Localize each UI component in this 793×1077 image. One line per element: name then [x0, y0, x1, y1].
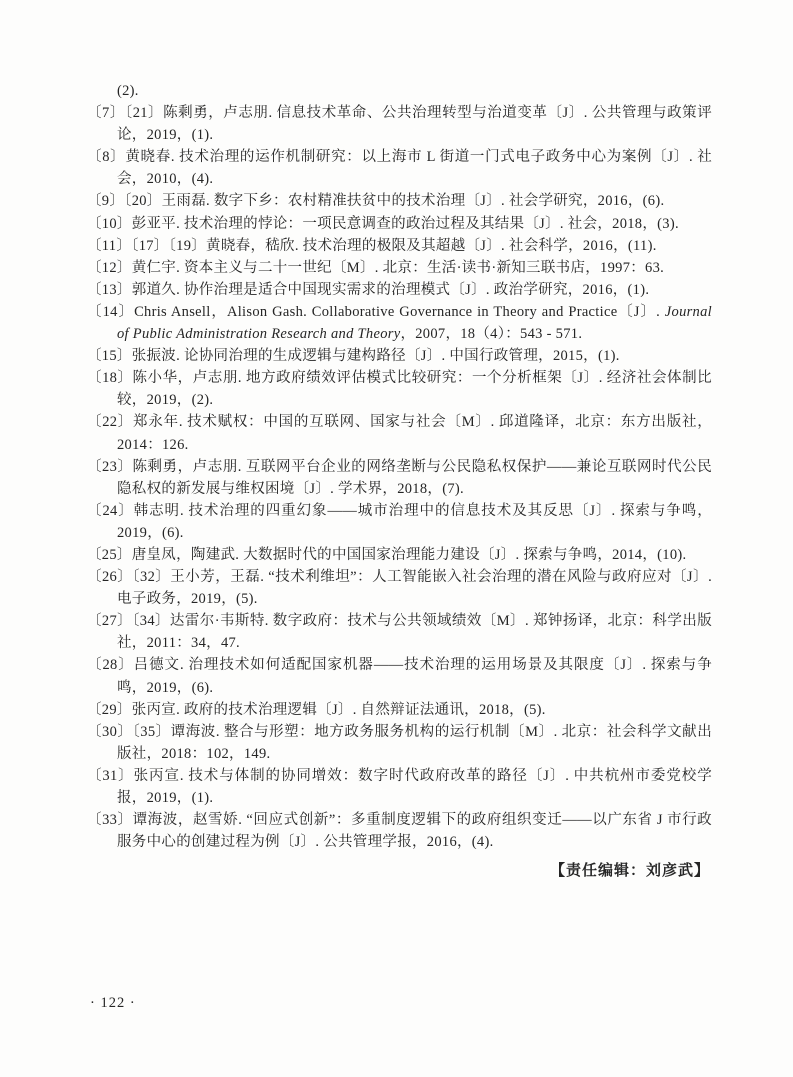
reference-item: 〔15〕张振波. 论协同治理的生成逻辑与建构路径〔J〕. 中国行政管理，2015，(1). [87, 348, 620, 365]
reference-item: 〔12〕黄仁宇. 资本主义与二十一世纪〔M〕. 北京：生活·读书·新知三联书店，1997：63. [87, 259, 665, 276]
reference-item: 〔33〕谭海波，赵雪娇. “回应式创新”：多重制度逻辑下的政府组织变迁——以广东省 J 市行政服务中心的创建过程为例〔J〕. 公共管理学报，2016，(4). [87, 812, 712, 851]
reference-item: 〔24〕韩志明. 技术治理的四重幻象——城市治理中的信息技术及其反思〔J〕. 探索与争鸣，2019，(6). [87, 502, 712, 541]
reference-item: 〔26〕〔32〕王小芳，王磊. “技术利维坦”：人工智能嵌入社会治理的潜在风险与政府应对〔J〕. 电子政务，2019，(5). [87, 569, 712, 608]
reference-item: 〔9〕〔20〕王雨磊. 数字下乡：农村精准扶贫中的技术治理〔J〕. 社会学研究，2016，(6). [87, 193, 665, 210]
reference-item: 〔13〕郭道久. 协作治理是适合中国现实需求的治理模式〔J〕. 政治学研究，2016，(1). [87, 281, 650, 298]
reference-item: 〔11〕〔17〕〔19〕黄晓春，嵇欣. 技术治理的极限及其超越〔J〕. 社会科学，2016，(11). [87, 237, 657, 254]
references-list [87, 80, 712, 853]
reference-item: 〔31〕张丙宣. 技术与体制的协同增效：数字时代政府改革的路径〔J〕. 中共杭州市委党校学报，2019，(1). [87, 767, 712, 806]
reference-item: 〔22〕郑永年. 技术赋权：中国的互联网、国家与社会〔M〕. 邱道隆译，北京：东方出版社，2014：126. [87, 414, 712, 453]
editor-note: 【责任编辑：刘彦武】 [549, 862, 710, 879]
journal-title-italic: Journal of Public Administration Research and Theory [117, 303, 712, 343]
reference-item: 〔23〕陈剩勇，卢志朋. 互联网平台企业的网络垄断与公民隐私权保护——兼论互联网时代公民隐私权的新发展与维权困境〔J〕. 学术界，2018，(7). [87, 458, 712, 497]
reference-item: 〔7〕〔21〕陈剩勇，卢志朋. 信息技术革命、公共治理转型与治道变革〔J〕. 公共管理与政策评论，2019，(1). [87, 105, 712, 144]
reference-item: 〔30〕〔35〕谭海波. 整合与形塑：地方政务服务机构的运行机制〔M〕. 北京：社会科学文献出版社，2018：102，149. [87, 723, 712, 762]
reference-item: 〔10〕彭亚平. 技术治理的悖论：一项民意调查的政治过程及其结果〔J〕. 社会，2018，(3). [87, 215, 679, 232]
reference-item: 〔8〕黄晓春. 技术治理的运作机制研究：以上海市 L 街道一门式电子政务中心为案例〔J〕. 社会，2010，(4). [87, 149, 712, 188]
carryover-line: (2). [117, 83, 139, 99]
reference-item: 〔28〕吕德文. 治理技术如何适配国家机器——技术治理的运用场景及其限度〔J〕. 探索与争鸣，2019，(6). [87, 657, 712, 696]
page-number: · 122 · [90, 995, 136, 1011]
reference-item: 〔25〕唐皇凤，陶建武. 大数据时代的中国国家治理能力建设〔J〕. 探索与争鸣，2014，(10). [87, 546, 687, 563]
reference-item: 〔27〕〔34〕达雷尔·韦斯特. 数字政府：技术与公共领域绩效〔M〕. 郑钟扬译，北京：科学出版社，2011：34，47. [87, 613, 712, 652]
reference-text: 〔14〕Chris Ansell，Alison Gash. Collaborative Governance in Theory and Practice〔J〕. [87, 303, 665, 320]
reference-item: 〔18〕陈小华，卢志朋. 地方政府绩效评估模式比较研究：一个分析框架〔J〕. 经济社会体制比较，2019，(2). [87, 370, 712, 409]
reference-text: ，2007，18（4）：543 - 571. [400, 326, 583, 343]
reference-item [87, 301, 712, 345]
reference-item: 〔29〕张丙宣. 政府的技术治理逻辑〔J〕. 自然辩证法通讯，2018，(5). [87, 701, 546, 718]
